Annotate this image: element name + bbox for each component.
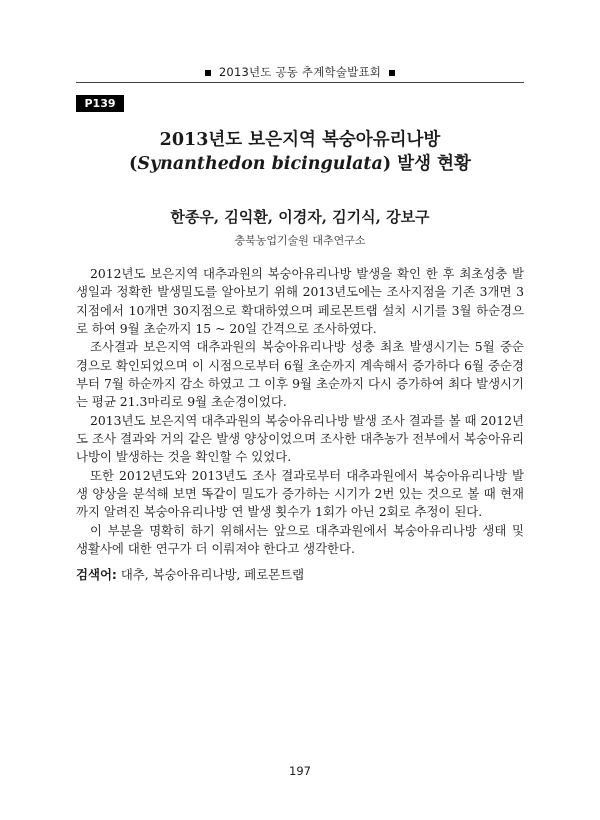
header-rule xyxy=(76,82,524,83)
title-paren-open: ( xyxy=(129,154,138,174)
abstract-paragraph: 또한 2012년도와 2013년도 조사 결과로부터 대추과원에서 복숭아유리나방 발생 양상을 분석해 보면 똑같이 밀도가 증가하는 시기가 2번 있는 것으로 볼 때 현재까지 알려진 복숭아유리나방 연 발생 횟수가 1회가 아닌 2회로 추정이 된다. xyxy=(76,467,524,520)
title-line-1: 2013년도 보은지역 복숭아유리나방 xyxy=(159,130,441,150)
keywords-text: 대추, 복숭아유리나방, 페로몬트랩 xyxy=(116,567,305,582)
abstract-paragraph: 이 부분을 명확히 하기 위해서는 앞으로 대추과원에서 복숭아유리나방 생태 및 생활사에 대한 연구가 더 이뤄져야 한다고 생각한다. xyxy=(76,522,524,557)
abstract-paragraph: 2012년도 보은지역 대추과원의 복숭아유리나방 발생을 확인 한 후 최초성충 발생일과 정확한 발생밀도를 알아보기 위해 2013년도에는 조사지점을 기존 3개면 3지점에서 10개면 30지점으로 확대하였으며 페로몬트랩 설치 시기를 3월 하순경으로 하여 9월 초순까지 15 ~ 20일 간격으로 조사하였다. xyxy=(76,266,524,337)
square-bullet-icon xyxy=(389,70,395,76)
keywords xyxy=(76,566,524,584)
abstract-paragraph: 조사결과 보은지역 대추과원의 복숭아유리나방 성충 최초 발생시기는 5월 중순경으로 확인되었으며 이 시점으로부터 6월 초순까지 계속해서 증가하다 6월 중순경부터 7월 하순까지 감소 하였고 그 이후 9월 초순까지 다시 증가하여 최다 발생시기는 평균 21.3마리로 9월 초순경이었다. xyxy=(76,339,524,410)
affiliation: 충북농업기술원 대추연구소 xyxy=(234,234,366,247)
scientific-name: Synanthedon bicingulata xyxy=(137,154,383,174)
square-bullet-icon xyxy=(205,70,211,76)
title-line-2-rest: ) 발생 현황 xyxy=(382,154,471,174)
header-title: 2013년도 공동 추계학술발표회 xyxy=(218,65,382,79)
page-number: 197 xyxy=(289,764,311,778)
title-line-2 xyxy=(0,152,600,176)
keywords-label: 검색어: xyxy=(76,567,117,582)
running-header xyxy=(0,64,600,80)
poster-number-badge: P139 xyxy=(76,95,124,112)
paper-title xyxy=(0,128,600,176)
abstract-body xyxy=(76,265,524,559)
authors: 한종우, 김익환, 이경자, 김기식, 강보구 xyxy=(170,208,430,226)
abstract-paragraph: 2013년도 보은지역 대추과원의 복숭아유리나방 발생 조사 결과를 볼 때 2012년도 조사 결과와 거의 같은 발생 양상이었으며 조사한 대추농가 전부에서 복숭아유리나방이 발생하는 것을 확인할 수 있었다. xyxy=(76,412,524,465)
